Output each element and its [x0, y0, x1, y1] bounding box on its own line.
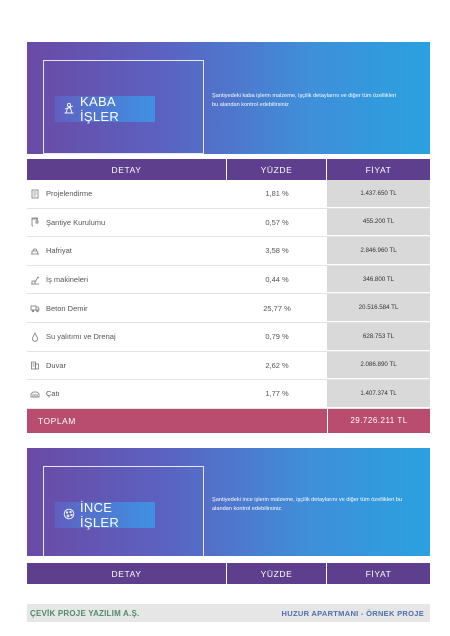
header-yuzde: YÜZDE	[227, 159, 327, 180]
row-label: Projelendirme	[46, 189, 93, 199]
table-row	[27, 380, 430, 409]
page-footer	[27, 604, 430, 622]
total-value: 29.726.211 TL	[327, 409, 430, 433]
header-fiyat: FİYAT	[365, 568, 392, 579]
row-price: 2.086.890 TL	[327, 352, 430, 380]
row-price: 2.846.960 TL	[327, 237, 430, 265]
water-drop-icon	[30, 332, 40, 342]
table-row	[27, 323, 430, 352]
table-row	[27, 266, 430, 295]
company-name: ÇEVİK PROJE YAZILIM A.Ş.	[30, 608, 140, 618]
header-detay: DETAY	[27, 159, 227, 180]
total-row	[27, 409, 430, 433]
row-percent: 25,77 %	[263, 303, 291, 313]
worker-icon	[63, 102, 75, 117]
truck-icon	[30, 303, 40, 313]
header-fiyat: FİYAT	[365, 164, 392, 175]
row-price: 346.800 TL	[327, 266, 430, 294]
project-name: HUZUR APARTMANI - ÖRNEK PROJE	[281, 608, 424, 618]
row-percent: 0,57 %	[265, 217, 289, 227]
row-label: Şantiye Kurulumu	[46, 217, 106, 227]
kaba-isler-title: KABA İŞLER	[55, 96, 155, 122]
row-price: 455.200 TL	[327, 209, 430, 237]
table-header	[27, 563, 430, 584]
machine-icon	[30, 275, 40, 285]
ince-isler-table	[27, 563, 430, 584]
row-label: Hafriyat	[46, 246, 72, 256]
row-label: Duvar	[46, 360, 67, 370]
row-price: 1.407.374 TL	[327, 380, 430, 408]
row-label: İş makineleri	[46, 275, 89, 285]
header-detay: DETAY	[27, 563, 227, 584]
total-label: TOPLAM	[38, 415, 76, 426]
row-label: Beton Demir	[46, 303, 88, 313]
row-label: Çatı	[46, 389, 60, 399]
table-header	[27, 159, 430, 180]
roof-icon	[30, 389, 40, 399]
row-percent: 1,81 %	[265, 189, 289, 199]
table-row	[27, 180, 430, 209]
building-icon	[30, 360, 40, 370]
row-percent: 0,79 %	[265, 332, 289, 342]
row-percent: 0,44 %	[265, 275, 289, 285]
kaba-isler-description: Şantiyedeki kaba işlerin malzeme, işçilik detaylarını ve diğer tüm özellikleri bu alandan kontrol edebilirsiniz	[212, 93, 397, 108]
row-price: 628.753 TL	[327, 323, 430, 351]
paint-palette-icon	[63, 508, 75, 523]
excavator-icon	[30, 246, 40, 256]
document-icon	[30, 189, 40, 199]
table-row	[27, 352, 430, 381]
row-percent: 3,58 %	[265, 246, 289, 256]
row-price: 1.437.650 TL	[327, 180, 430, 208]
row-label: Su yalıtımı ve Drenaj	[46, 332, 116, 342]
ince-isler-title: İNCE İŞLER	[55, 502, 155, 528]
crane-icon	[30, 217, 40, 227]
row-percent: 1,77 %	[265, 389, 289, 399]
ince-isler-description: Şantiyedeki ince işlerin malzeme, işçilik detaylarını ve diğer tüm özellikleri bu alandan kontrol edebilirsiniz.	[212, 497, 402, 512]
header-yuzde: YÜZDE	[227, 563, 327, 584]
table-row	[27, 294, 430, 323]
table-row	[27, 237, 430, 266]
table-row	[27, 209, 430, 238]
row-price: 20.516.584 TL	[327, 294, 430, 322]
row-percent: 2,62 %	[265, 360, 289, 370]
ince-isler-banner	[27, 448, 430, 556]
kaba-isler-banner	[27, 42, 430, 154]
kaba-isler-table	[27, 159, 430, 433]
